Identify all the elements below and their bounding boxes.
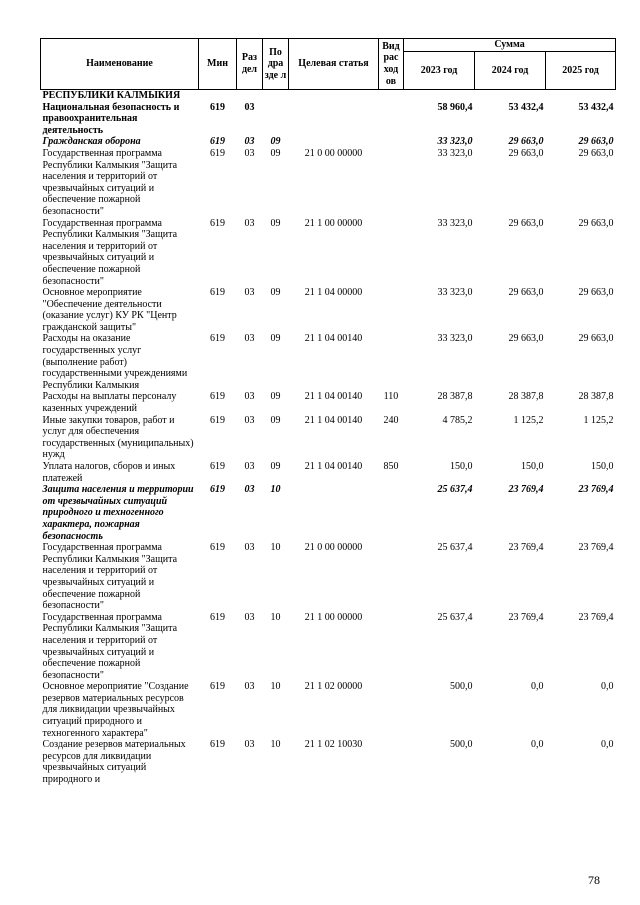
cell-name: Государственная программа Республики Калмыкия "Защита населения и территорий от чрезвычайных ситуаций и обеспечение пожарной безопасности"	[42, 217, 178, 287]
header-year-2024: 2024 год	[475, 52, 546, 90]
cell-podrazdel: 10	[270, 542, 281, 554]
cell-podrazdel: 10	[270, 611, 281, 623]
cell-2023: 500,0	[450, 739, 473, 751]
cell-2024: 29 663,0	[508, 333, 544, 345]
cell-target: 21 1 04 00000	[304, 287, 363, 299]
cell-vid	[379, 287, 404, 333]
cell-name: Расходы на оказание государственных услуг (выполнение работ) государственными учреждениями Республики Калмыкия	[42, 333, 188, 391]
cell-vid: 240	[383, 414, 399, 426]
table-row	[41, 739, 616, 785]
cell-min	[199, 90, 237, 102]
table-row	[41, 102, 616, 137]
cell-2024: 29 663,0	[508, 287, 544, 299]
cell-2025: 29 663,0	[578, 287, 614, 299]
cell-2024: 53 432,4	[508, 101, 544, 113]
cell-2024: 29 663,0	[508, 217, 544, 229]
cell-vid: 110	[383, 391, 399, 403]
cell-target: 21 1 00 00000	[304, 611, 363, 623]
cell-2023: 25 637,4	[437, 484, 473, 496]
cell-vid	[379, 681, 404, 739]
cell-min: 619	[210, 484, 225, 496]
cell-name: Государственная программа Республики Калмыкия "Защита населения и территорий от чрезвычайных ситуаций и обеспечение пожарной безопасности"	[42, 147, 178, 217]
cell-target: 21 1 04 00140	[304, 414, 363, 426]
cell-min: 619	[210, 136, 225, 148]
cell-2025: 29 663,0	[578, 136, 614, 148]
header-razdel: Раз дел	[237, 39, 263, 90]
cell-razdel: 03	[244, 217, 255, 229]
cell-vid	[379, 739, 404, 785]
cell-2025: 150,0	[591, 461, 614, 472]
cell-min: 619	[210, 147, 225, 159]
cell-2025: 29 663,0	[578, 217, 614, 229]
header-year-2025: 2025 год	[546, 52, 616, 90]
cell-razdel: 03	[244, 136, 255, 148]
cell-2024: 23 769,4	[508, 484, 544, 496]
cell-2025: 29 663,0	[578, 333, 614, 345]
cell-podrazdel: 09	[270, 136, 281, 148]
cell-min: 619	[210, 333, 225, 345]
cell-razdel: 03	[244, 101, 255, 113]
header-podrazdel: По дра зде л	[263, 39, 289, 90]
table-row	[41, 333, 616, 391]
cell-2024: 23 769,4	[508, 611, 544, 623]
cell-2023: 33 323,0	[437, 136, 473, 148]
cell-target: 21 1 02 10030	[304, 739, 363, 751]
cell-2024: 1 125,2	[513, 414, 544, 426]
header-vid: Вид рас ход ов	[379, 39, 404, 90]
cell-name: Защита населения и территории от чрезвычайных ситуаций природного и техногенного характера, пожарная безопасность	[42, 484, 194, 542]
cell-2025: 0,0	[601, 681, 614, 693]
cell-target: 21 0 00 00000	[304, 147, 363, 159]
cell-vid	[379, 102, 404, 137]
cell-2024: 28 387,8	[508, 391, 544, 403]
table-row	[41, 461, 616, 484]
cell-vid	[379, 333, 404, 391]
table-row	[41, 542, 616, 612]
cell-razdel: 03	[244, 391, 255, 403]
cell-2023: 4 785,2	[442, 414, 473, 426]
cell-2024: 150,0	[521, 461, 544, 472]
table-row	[41, 391, 616, 414]
cell-target: 21 1 04 00140	[304, 333, 363, 345]
cell-podrazdel: 09	[270, 333, 281, 345]
cell-podrazdel	[263, 102, 289, 137]
cell-vid	[379, 612, 404, 682]
page-number: 78	[588, 873, 600, 887]
cell-razdel: 03	[244, 461, 255, 472]
cell-2025	[546, 90, 616, 102]
cell-name: Иные закупки товаров, работ и услуг для обеспечения государственных (муниципальных) нужд	[42, 414, 194, 461]
cell-2025: 0,0	[601, 739, 614, 751]
cell-vid	[379, 136, 404, 148]
cell-2024: 0,0	[531, 681, 544, 693]
cell-vid: 850	[383, 461, 399, 472]
cell-2023: 33 323,0	[437, 333, 473, 345]
cell-2025: 23 769,4	[578, 542, 614, 554]
cell-razdel: 03	[244, 611, 255, 623]
cell-podrazdel: 09	[270, 461, 281, 472]
cell-podrazdel: 09	[270, 391, 281, 403]
header-target: Целевая статья	[289, 39, 379, 90]
cell-podrazdel	[263, 90, 289, 102]
budget-table	[40, 38, 616, 786]
cell-podrazdel: 10	[270, 484, 281, 496]
cell-podrazdel: 09	[270, 217, 281, 229]
cell-name: Гражданская оборона	[42, 136, 141, 148]
table-row	[41, 484, 616, 542]
table-body	[41, 90, 616, 786]
cell-2023: 150,0	[450, 461, 473, 472]
cell-name: Расходы на выплаты персоналу казенных учреждений	[42, 391, 177, 415]
cell-razdel: 03	[244, 484, 255, 496]
cell-min: 619	[210, 391, 225, 403]
cell-min: 619	[210, 461, 225, 472]
cell-2023: 33 323,0	[437, 217, 473, 229]
table-row	[41, 136, 616, 148]
cell-vid	[379, 484, 404, 542]
cell-vid	[379, 148, 404, 218]
cell-razdel: 03	[244, 287, 255, 299]
cell-2023: 25 637,4	[437, 611, 473, 623]
cell-target: 21 1 00 00000	[304, 217, 363, 229]
cell-min: 619	[210, 217, 225, 229]
cell-2025: 1 125,2	[583, 414, 614, 426]
header-min: Мин	[199, 39, 237, 90]
cell-podrazdel: 10	[270, 681, 281, 693]
cell-2023: 28 387,8	[437, 391, 473, 403]
cell-target	[289, 102, 379, 137]
cell-min: 619	[210, 414, 225, 426]
cell-target	[289, 136, 379, 148]
cell-razdel	[237, 90, 263, 102]
cell-razdel: 03	[244, 333, 255, 345]
cell-name: Государственная программа Республики Калмыкия "Защита населения и территорий от чрезвычайных ситуаций и обеспечение пожарной безопасности"	[42, 542, 178, 612]
cell-min: 619	[210, 101, 225, 113]
cell-vid	[379, 90, 404, 102]
cell-name: РЕСПУБЛИКИ КАЛМЫКИЯ	[42, 90, 181, 101]
cell-razdel: 03	[244, 147, 255, 159]
table-header	[41, 39, 616, 90]
cell-2025: 23 769,4	[578, 611, 614, 623]
cell-2023: 33 323,0	[437, 287, 473, 299]
cell-2024: 23 769,4	[508, 542, 544, 554]
cell-razdel: 03	[244, 681, 255, 693]
cell-name: Уплата налогов, сборов и иных платежей	[42, 461, 176, 484]
cell-min: 619	[210, 611, 225, 623]
cell-2023: 58 960,4	[437, 101, 473, 113]
header-name: Наименование	[41, 39, 199, 90]
cell-razdel: 03	[244, 414, 255, 426]
header-summa: Сумма	[404, 39, 616, 52]
cell-2024: 29 663,0	[508, 147, 544, 159]
cell-2024	[475, 90, 546, 102]
cell-podrazdel: 09	[270, 147, 281, 159]
cell-2023: 25 637,4	[437, 542, 473, 554]
cell-name: Основное мероприятие "Создание резервов материальных ресурсов для ликвидации чрезвычайных ситуаций природного и техногенного характера"	[42, 681, 189, 739]
cell-min: 619	[210, 287, 225, 299]
cell-target: 21 0 00 00000	[304, 542, 363, 554]
cell-podrazdel: 10	[270, 739, 281, 751]
document-page	[40, 38, 615, 786]
cell-name: Создание резервов материальных ресурсов для ликвидации чрезвычайных ситуаций природного и	[42, 739, 186, 786]
cell-name: Государственная программа Республики Калмыкия "Защита населения и территорий от чрезвычайных ситуаций и обеспечение пожарной безопасности"	[42, 611, 178, 681]
cell-2025: 53 432,4	[578, 101, 614, 113]
cell-2023: 500,0	[450, 681, 473, 693]
cell-vid	[379, 218, 404, 288]
table-row	[41, 612, 616, 682]
table-row	[41, 415, 616, 461]
table-row	[41, 90, 616, 102]
cell-target: 21 1 04 00140	[304, 391, 363, 403]
cell-2025: 28 387,8	[578, 391, 614, 403]
cell-name: Основное мероприятие "Обеспечение деятельности (оказание услуг) КУ РК "Центр гражданской защиты"	[42, 287, 177, 333]
cell-2023	[404, 90, 475, 102]
cell-2023: 33 323,0	[437, 147, 473, 159]
cell-2025: 29 663,0	[578, 147, 614, 159]
cell-podrazdel: 09	[270, 287, 281, 299]
header-year-2023: 2023 год	[404, 52, 475, 90]
cell-min: 619	[210, 542, 225, 554]
cell-name: Национальная безопасность и правоохранительная деятельность	[42, 101, 180, 136]
cell-min: 619	[210, 739, 225, 751]
cell-podrazdel: 09	[270, 414, 281, 426]
table-row	[41, 148, 616, 218]
cell-target: 21 1 04 00140	[304, 461, 363, 472]
table-row	[41, 681, 616, 739]
cell-razdel: 03	[244, 542, 255, 554]
cell-razdel: 03	[244, 739, 255, 751]
cell-2024: 29 663,0	[508, 136, 544, 148]
cell-min: 619	[210, 681, 225, 693]
cell-target	[289, 484, 379, 542]
cell-target	[289, 90, 379, 102]
cell-vid	[379, 542, 404, 612]
table-row	[41, 287, 616, 333]
cell-2025: 23 769,4	[578, 484, 614, 496]
cell-2024: 0,0	[531, 739, 544, 751]
cell-target: 21 1 02 00000	[304, 681, 363, 693]
table-row	[41, 218, 616, 288]
